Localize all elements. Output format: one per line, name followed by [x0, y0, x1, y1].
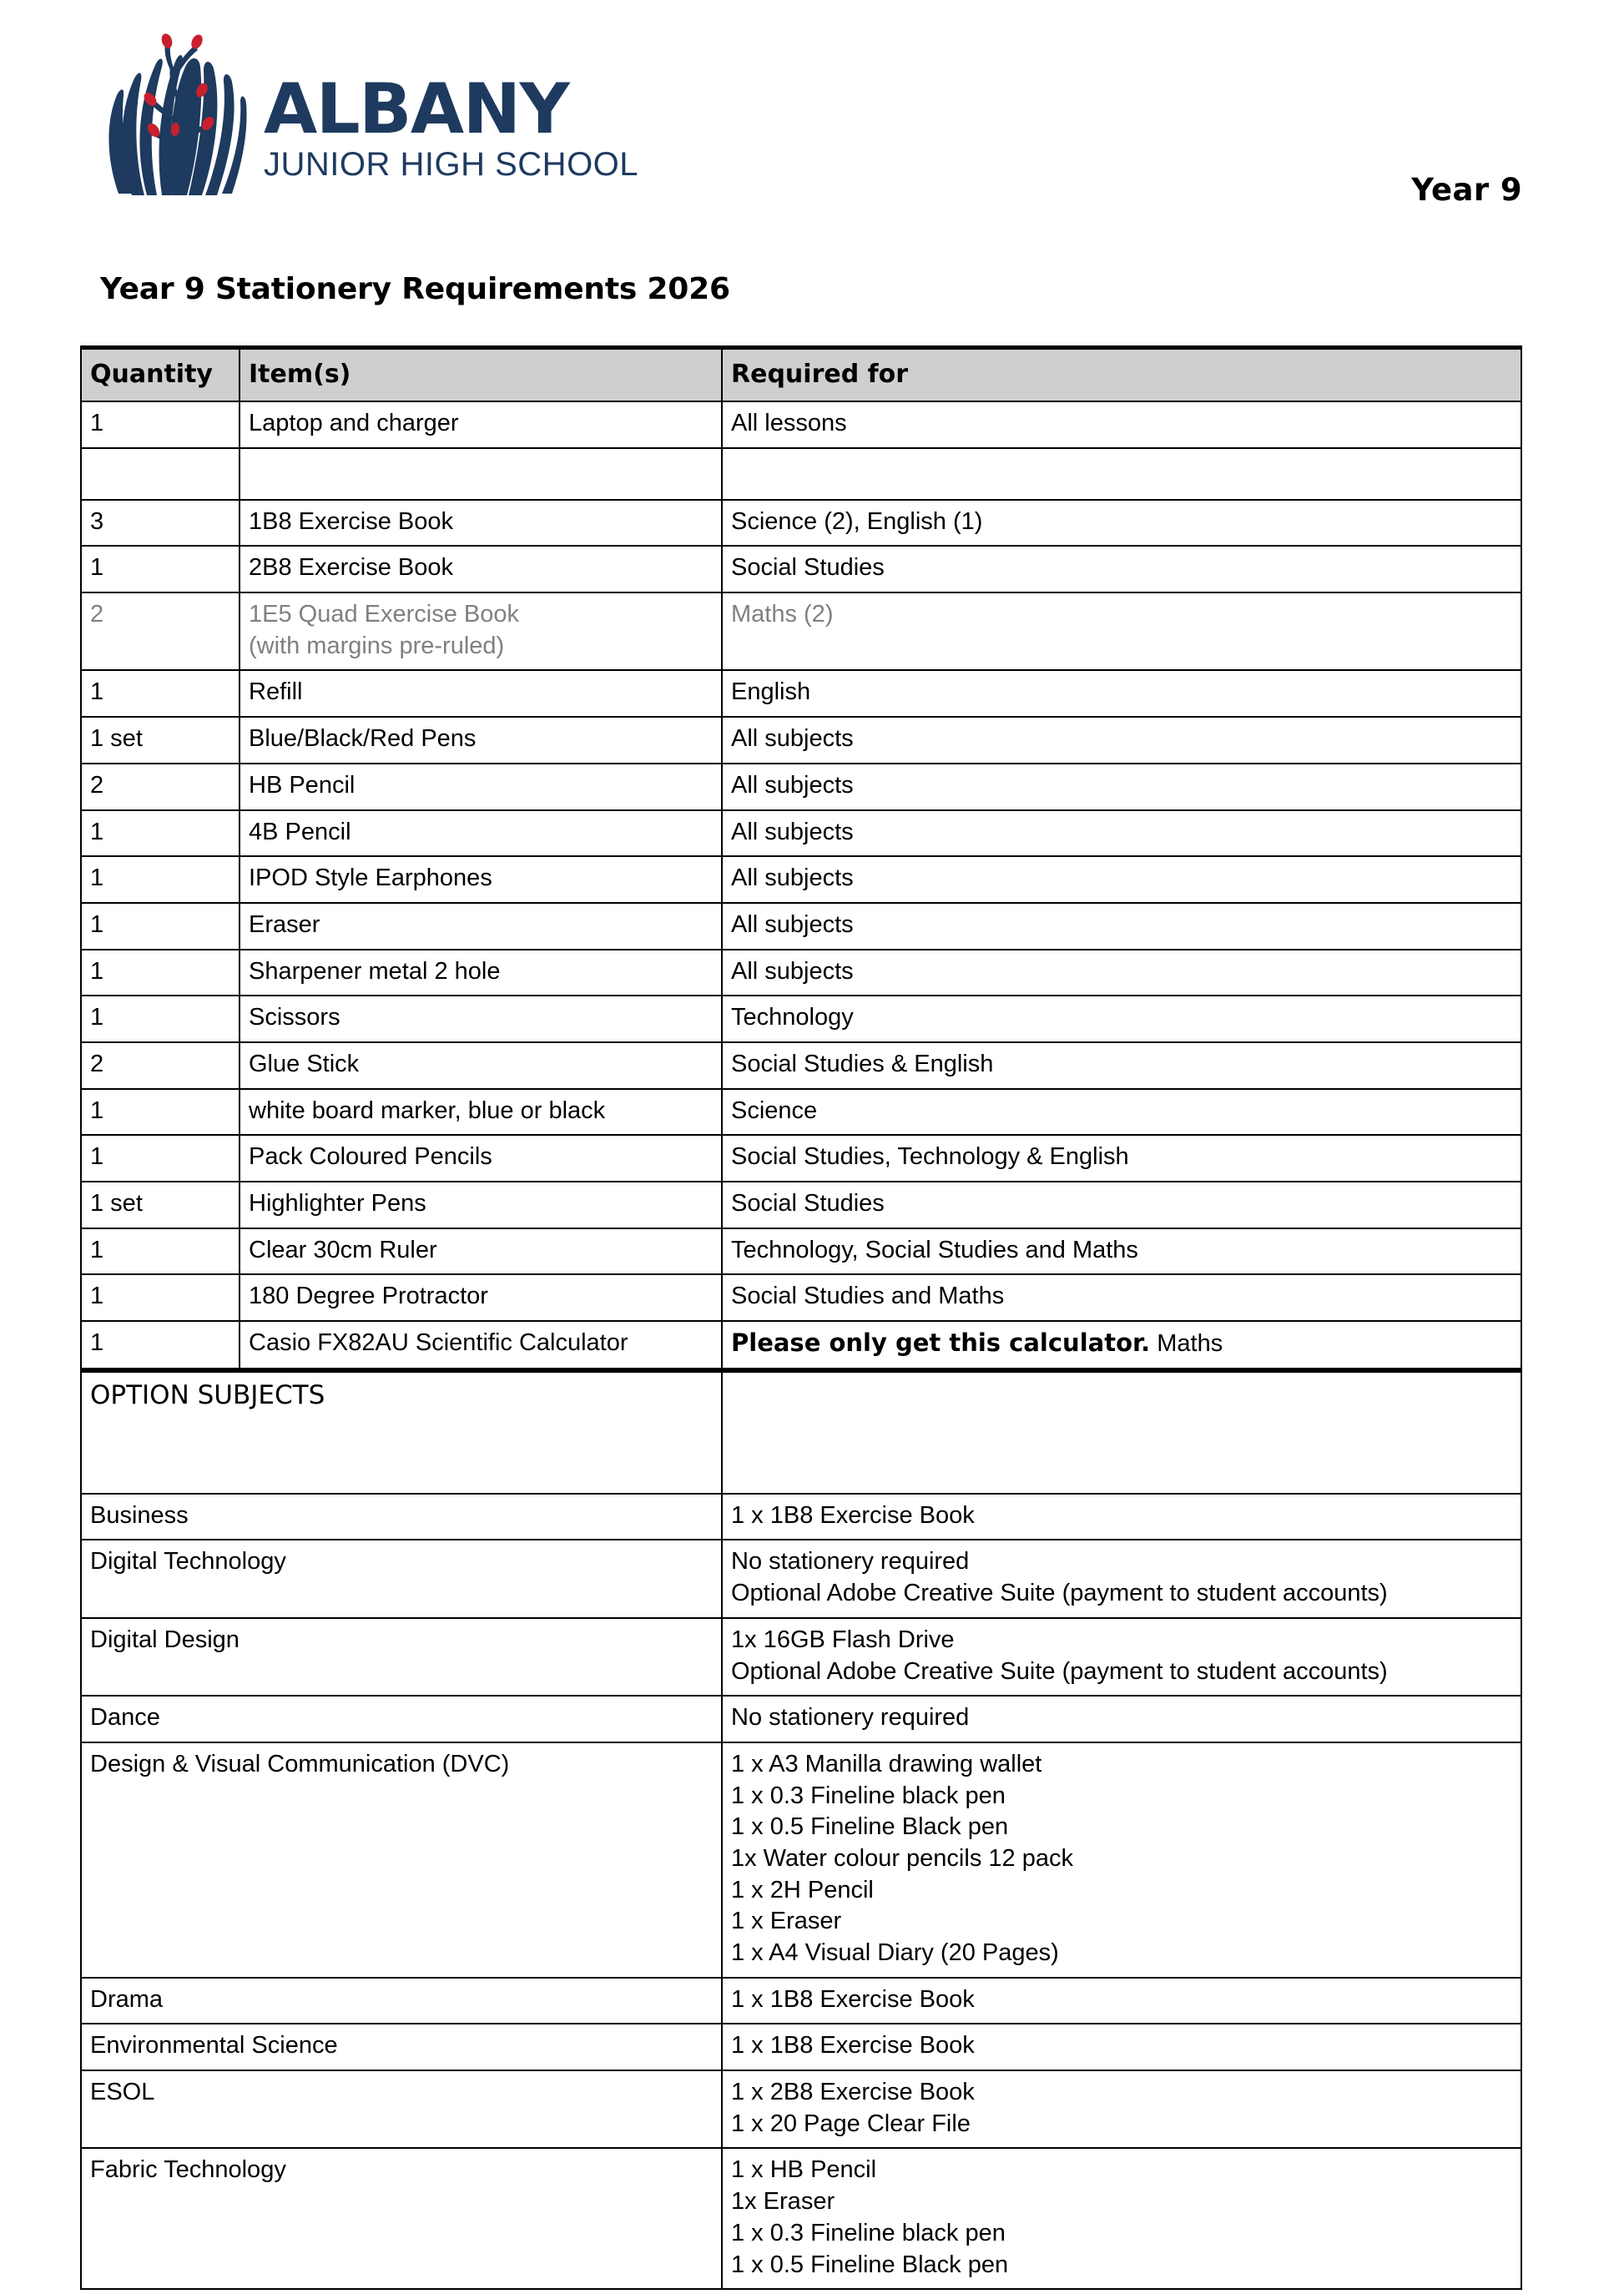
option-subjects-heading: OPTION SUBJECTS [81, 1370, 722, 1494]
cell-quantity: 2 [81, 592, 240, 670]
cell-required-for: All subjects [722, 903, 1521, 950]
cell-quantity: 1 [81, 1089, 240, 1136]
requirement-line: 1 x 2B8 Exercise Book [731, 2079, 975, 2106]
cell-quantity: 1 [81, 856, 240, 903]
cell-required-for: Maths (2) [722, 592, 1521, 670]
requirement-line: 1 x 0.3 Fineline black pen [731, 2219, 1006, 2246]
cell-quantity: 1 [81, 903, 240, 950]
cell-item: 2B8 Exercise Book [240, 546, 722, 592]
cell-required-for [722, 448, 1521, 500]
table-row [81, 1274, 1521, 1321]
requirement-line: 1 x 1B8 Exercise Book [731, 1985, 975, 2013]
cell-quantity: 3 [81, 500, 240, 547]
cell-item: 4B Pencil [240, 810, 722, 857]
cell-quantity [81, 448, 240, 500]
cell-required-for: All subjects [722, 810, 1521, 857]
cell-item: IPOD Style Earphones [240, 856, 722, 903]
requirement-line: 1 x 2H Pencil [731, 1876, 874, 1903]
table-row [81, 1321, 1521, 1370]
requirement-line: 1x 16GB Flash Drive [731, 1626, 955, 1653]
option-subject-row [81, 1978, 1521, 2024]
cell-item [240, 448, 722, 500]
cell-required-for: Social Studies [722, 1182, 1521, 1228]
item-line: 1E5 Quad Exercise Book [249, 601, 520, 628]
table-head [81, 348, 1521, 402]
cell-item: Refill [240, 670, 722, 717]
cell-option-subject-requirements [722, 1696, 1521, 1742]
cell-item [240, 592, 722, 670]
table-row [81, 401, 1521, 448]
logo-subtitle: JUNIOR HIGH SCHOOL [264, 145, 639, 183]
cell-required-for: Social Studies and Maths [722, 1274, 1521, 1321]
table-row [81, 592, 1521, 670]
cell-quantity: 1 [81, 401, 240, 448]
table-row [81, 856, 1521, 903]
cell-item: Eraser [240, 903, 722, 950]
cell-option-subject-requirements [722, 2070, 1521, 2148]
table-body-main-items [81, 401, 1521, 1370]
requirement-line: 1 x HB Pencil [731, 2156, 877, 2184]
cell-option-subject-requirements [722, 1742, 1521, 1978]
table-row [81, 1182, 1521, 1228]
cell-option-subject-name: Digital Design [81, 1618, 722, 1696]
cell-item: Highlighter Pens [240, 1182, 722, 1228]
item-line: (with margins pre-ruled) [249, 632, 505, 659]
cell-required-for: Technology, Social Studies and Maths [722, 1228, 1521, 1275]
requirement-line: 1 x Eraser [731, 1908, 842, 1935]
requirement-line: 1 x A3 Manilla drawing wallet [731, 1750, 1042, 1777]
table-row [81, 717, 1521, 764]
logo-wordmark [264, 33, 638, 183]
cell-item: HB Pencil [240, 764, 722, 810]
cell-quantity: 1 set [81, 717, 240, 764]
cell-quantity: 2 [81, 764, 240, 810]
cell-required-for: English [722, 670, 1521, 717]
option-subject-row [81, 2148, 1521, 2289]
table-row [81, 1042, 1521, 1089]
cell-quantity: 1 [81, 670, 240, 717]
cell-required-for: All subjects [722, 856, 1521, 903]
option-subject-row [81, 1696, 1521, 1742]
cell-option-subject-requirements [722, 1540, 1521, 1617]
table-row [81, 670, 1521, 717]
cell-required-for: Science [722, 1089, 1521, 1136]
table-body-option-subjects [81, 1370, 1521, 2289]
cell-quantity: 1 [81, 996, 240, 1042]
page-title: Year 9 Stationery Requirements 2026 [100, 272, 730, 306]
cell-quantity: 1 [81, 1135, 240, 1182]
cell-quantity: 1 [81, 1321, 240, 1370]
cell-required-for: Science (2), English (1) [722, 500, 1521, 547]
cell-item: 1B8 Exercise Book [240, 500, 722, 547]
cell-item: Casio FX82AU Scientific Calculator [240, 1321, 722, 1370]
cell-option-subject-requirements [722, 1618, 1521, 1696]
requirement-line: Optional Adobe Creative Suite (payment to student accounts) [731, 1580, 1388, 1607]
requirement-line: 1 x 0.3 Fineline black pen [731, 1782, 1006, 1809]
requirement-line: Optional Adobe Creative Suite (payment to student accounts) [731, 1657, 1388, 1685]
cell-item: Blue/Black/Red Pens [240, 717, 722, 764]
requirement-line: No stationery required [731, 1548, 970, 1576]
cell-option-subject-name: Design & Visual Communication (DVC) [81, 1742, 722, 1978]
page-header [0, 0, 1624, 250]
cell-required-for: Social Studies, Technology & English [722, 1135, 1521, 1182]
cell-option-subject-requirements [722, 1978, 1521, 2024]
table-row [81, 500, 1521, 547]
cell-required-for: All lessons [722, 401, 1521, 448]
cell-item: Glue Stick [240, 1042, 722, 1089]
cell-item: Clear 30cm Ruler [240, 1228, 722, 1275]
column-header-items: Item(s) [240, 348, 722, 402]
cell-item: 180 Degree Protractor [240, 1274, 722, 1321]
cell-option-subject-name: Environmental Science [81, 2024, 722, 2070]
cell-required-for: All subjects [722, 717, 1521, 764]
required-for-text: Maths [1150, 1330, 1223, 1358]
requirement-line: 1 x A4 Visual Diary (20 Pages) [731, 1939, 1059, 1966]
option-subject-row [81, 1494, 1521, 1540]
requirement-line: 1x Eraser [731, 2188, 835, 2216]
table-row [81, 950, 1521, 996]
cell-option-subject-requirements [722, 2024, 1521, 2070]
cell-required-for: Social Studies & English [722, 1042, 1521, 1089]
requirement-line: 1x Water colour pencils 12 pack [731, 1844, 1073, 1872]
requirement-line: 1 x 1B8 Exercise Book [731, 1501, 975, 1529]
table-row [81, 1135, 1521, 1182]
option-subject-row [81, 2024, 1521, 2070]
table-row [81, 810, 1521, 857]
option-subject-row [81, 1742, 1521, 1978]
flax-plant-logo-icon [98, 18, 249, 198]
year-label: Year 9 [1411, 172, 1522, 208]
cell-option-subject-name: Dance [81, 1696, 722, 1742]
cell-item: Pack Coloured Pencils [240, 1135, 722, 1182]
cell-option-subject-name: ESOL [81, 2070, 722, 2148]
cell-quantity: 2 [81, 1042, 240, 1089]
option-subject-row [81, 1618, 1521, 1696]
requirement-line: No stationery required [731, 1704, 970, 1732]
table-header-row [81, 348, 1521, 402]
cell-quantity: 1 [81, 1274, 240, 1321]
cell-item: Scissors [240, 996, 722, 1042]
logo-title: ALBANY [264, 68, 569, 150]
cell-option-subject-name: Business [81, 1494, 722, 1540]
table-row [81, 1089, 1521, 1136]
cell-quantity: 1 set [81, 1182, 240, 1228]
cell-required-for: All subjects [722, 950, 1521, 996]
school-logo [98, 18, 638, 198]
table-row [81, 996, 1521, 1042]
option-subjects-header-blank-cell [722, 1370, 1521, 1494]
column-header-quantity: Quantity [81, 348, 240, 402]
cell-quantity: 1 [81, 546, 240, 592]
cell-required-for [722, 1321, 1521, 1370]
requirement-line: 1 x 0.5 Fineline Black pen [731, 1813, 1009, 1841]
table-row-spacer [81, 448, 1521, 500]
table-row [81, 903, 1521, 950]
stationery-requirements-table [80, 345, 1522, 2290]
option-subject-row [81, 2070, 1521, 2148]
requirement-line: 1 x 1B8 Exercise Book [731, 2032, 975, 2060]
table-row [81, 764, 1521, 810]
option-subjects-header-row [81, 1370, 1521, 1494]
cell-required-for: Social Studies [722, 546, 1521, 592]
required-for-emphasis: Please only get this calculator. [731, 1329, 1151, 1358]
requirement-line: 1 x 0.5 Fineline Black pen [731, 2251, 1009, 2278]
cell-item: Sharpener metal 2 hole [240, 950, 722, 996]
cell-required-for: Technology [722, 996, 1521, 1042]
cell-quantity: 1 [81, 950, 240, 996]
cell-quantity: 1 [81, 810, 240, 857]
cell-option-subject-requirements [722, 1494, 1521, 1540]
cell-option-subject-name: Drama [81, 1978, 722, 2024]
cell-item: white board marker, blue or black [240, 1089, 722, 1136]
cell-option-subject-name: Fabric Technology [81, 2148, 722, 2289]
stationery-table-container [80, 345, 1521, 2290]
table-row [81, 1228, 1521, 1275]
cell-option-subject-requirements [722, 2148, 1521, 2289]
option-subject-row [81, 1540, 1521, 1617]
cell-quantity: 1 [81, 1228, 240, 1275]
requirement-line: 1 x 20 Page Clear File [731, 2110, 971, 2137]
cell-item: Laptop and charger [240, 401, 722, 448]
cell-required-for: All subjects [722, 764, 1521, 810]
table-row [81, 546, 1521, 592]
column-header-required-for: Required for [722, 348, 1521, 402]
cell-option-subject-name: Digital Technology [81, 1540, 722, 1617]
